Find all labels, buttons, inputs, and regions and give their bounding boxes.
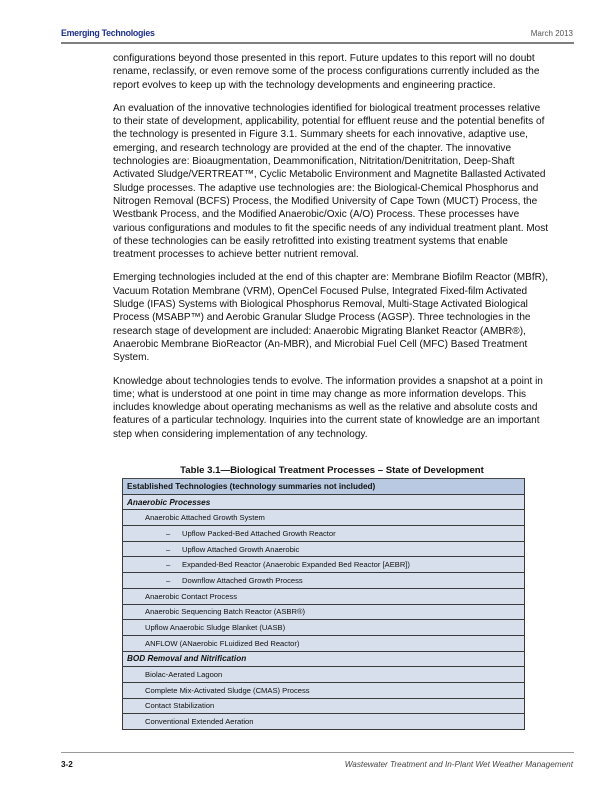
table-cell bbox=[123, 698, 525, 714]
table-cell bbox=[123, 573, 525, 589]
cell-text: Established Technologies (technology summaries not included) bbox=[127, 481, 376, 491]
table-row bbox=[123, 604, 525, 620]
footer-divider bbox=[61, 752, 574, 753]
table-row bbox=[123, 620, 525, 636]
table-cell bbox=[123, 714, 525, 730]
table-category-row bbox=[123, 651, 525, 667]
table-row bbox=[123, 588, 525, 604]
footer-document-title: Wastewater Treatment and In-Plant Wet Weather Management bbox=[344, 760, 573, 769]
biological-treatment-processes-table bbox=[122, 478, 525, 730]
cell-text: ANFLOW (ANaerobic FLuidized Bed Reactor) bbox=[145, 638, 300, 648]
table-row bbox=[123, 510, 525, 526]
table-row bbox=[123, 541, 525, 557]
running-header-section-title: Emerging Technologies bbox=[61, 28, 155, 39]
table-cell bbox=[123, 526, 525, 542]
table-caption: Table 3.1—Biological Treatment Processes – State of Development bbox=[180, 465, 484, 476]
dash-bullet: – bbox=[166, 575, 171, 585]
cell-text: Anaerobic Sequencing Batch Reactor (ASBR®) bbox=[145, 607, 306, 617]
table-row bbox=[123, 667, 525, 683]
table-cell bbox=[123, 510, 525, 526]
cell-text: Biolac-Aerated Lagoon bbox=[145, 670, 223, 680]
table-row bbox=[123, 682, 525, 698]
cell-text: Downflow Attached Growth Process bbox=[182, 575, 303, 585]
running-header-date: March 2013 bbox=[530, 29, 573, 38]
table-cell bbox=[123, 620, 525, 636]
dash-bullet: – bbox=[166, 544, 171, 554]
table-cell bbox=[123, 604, 525, 620]
cell-text: Complete Mix-Activated Sludge (CMAS) Process bbox=[145, 685, 310, 695]
table-cell bbox=[123, 682, 525, 698]
table-row bbox=[123, 526, 525, 542]
table-cell bbox=[123, 557, 525, 573]
dash-bullet: – bbox=[166, 528, 171, 538]
cell-text: Expanded-Bed Reactor (Anaerobic Expanded Bed Reactor [AEBR]) bbox=[182, 560, 410, 570]
paragraph: An evaluation of the innovative technologies identified for biological treatment processes relative to their state of development, applicability, potential for effluent reuse and the potential benefits of the technology is presented in Figure 3.1. Summary sheets for each innovative, adaptive use, emerging, and research technology are provided at the end of the chapter. The innovative technologies are: Bioaugmentation, Deammonification, Nitritation/Denitritation, Deep-Shaft Activated Sludge/VERTREAT™, Cyclic Metabolic Environment and Magnetite Ballasted Activated Sludge processes. The adaptive use technologies are: the Biological-Chemical Phosphorus and Nitrogen Removal (BCFS) Process, the Modified University of Cape Town (MUCT) Process, the Westbank Process, and the Modified Anaerobic/Oxic (A/O) Process. These processes have various configurations and modules to fit the specific needs of any individual treatment plant. Most of these technologies can be easily retrofitted into existing treatment systems that enable treatment processes to achieve better nutrient removal. bbox=[113, 102, 549, 261]
cell-text: Conventional Extended Aeration bbox=[145, 717, 254, 727]
table-row bbox=[123, 635, 525, 651]
paragraph: configurations beyond those presented in this report. Future updates to this report will no doubt rename, reclassify, or even remove some of the process configurations currently included as the report evolves to keep up with the technology developments and engineering practice. bbox=[113, 53, 540, 91]
cell-text: Contact Stabilization bbox=[145, 701, 215, 711]
table-cell bbox=[123, 494, 525, 510]
table-cell bbox=[123, 541, 525, 557]
table-row bbox=[123, 714, 525, 730]
table-cell bbox=[123, 667, 525, 683]
table-row bbox=[123, 573, 525, 589]
table-cell bbox=[123, 651, 525, 667]
table-cell bbox=[123, 635, 525, 651]
cell-text: Upflow Anaerobic Sludge Blanket (UASB) bbox=[145, 623, 286, 633]
paragraph: Emerging technologies included at the end of this chapter are: Membrane Biofilm Reactor (MBfR), Vacuum Rotation Membrane (VRM), OpenCel Focused Pulse, Integrated Fixed-film Activated Sludge (IFAS) Systems with Biological Phosphorus Removal, Multi-Stage Activated Biological Process (MSABP™) and Aerobic Granular Sludge Process (AGSP). Three technologies in the research stage of development are included: Anaerobic Migrating Blanket Reactor (AMBR®), Anaerobic Membrane BioReactor (An-MBR), and Microbial Fuel Cell (MFC) Based Treatment System. bbox=[113, 272, 549, 364]
table-category-row bbox=[123, 494, 525, 510]
page-number: 3-2 bbox=[61, 760, 73, 769]
table-row bbox=[123, 698, 525, 714]
cell-text: Anaerobic Processes bbox=[127, 497, 211, 507]
table-header-row bbox=[123, 479, 525, 495]
body-text bbox=[113, 52, 551, 451]
paragraph: Knowledge about technologies tends to evolve. The information provides a snapshot at a point in time; what is understood at one point in time may change as more information develops. This includes knowledge about operating mechanisms as well as the relative and absolute costs and features of a particular technology. Inquiries into the current state of knowledge are an important step when considering implementation of any technology. bbox=[113, 375, 543, 440]
table-cell bbox=[123, 479, 525, 495]
cell-text: Upflow Attached Growth Anaerobic bbox=[182, 544, 300, 554]
cell-text: Upflow Packed-Bed Attached Growth Reactor bbox=[182, 528, 336, 538]
dash-bullet: – bbox=[166, 560, 171, 570]
cell-text: BOD Removal and Nitrification bbox=[127, 654, 247, 664]
table-cell bbox=[123, 588, 525, 604]
table-row bbox=[123, 557, 525, 573]
cell-text: Anaerobic Attached Growth System bbox=[145, 513, 265, 523]
header-divider bbox=[61, 42, 574, 44]
cell-text: Anaerobic Contact Process bbox=[145, 591, 238, 601]
